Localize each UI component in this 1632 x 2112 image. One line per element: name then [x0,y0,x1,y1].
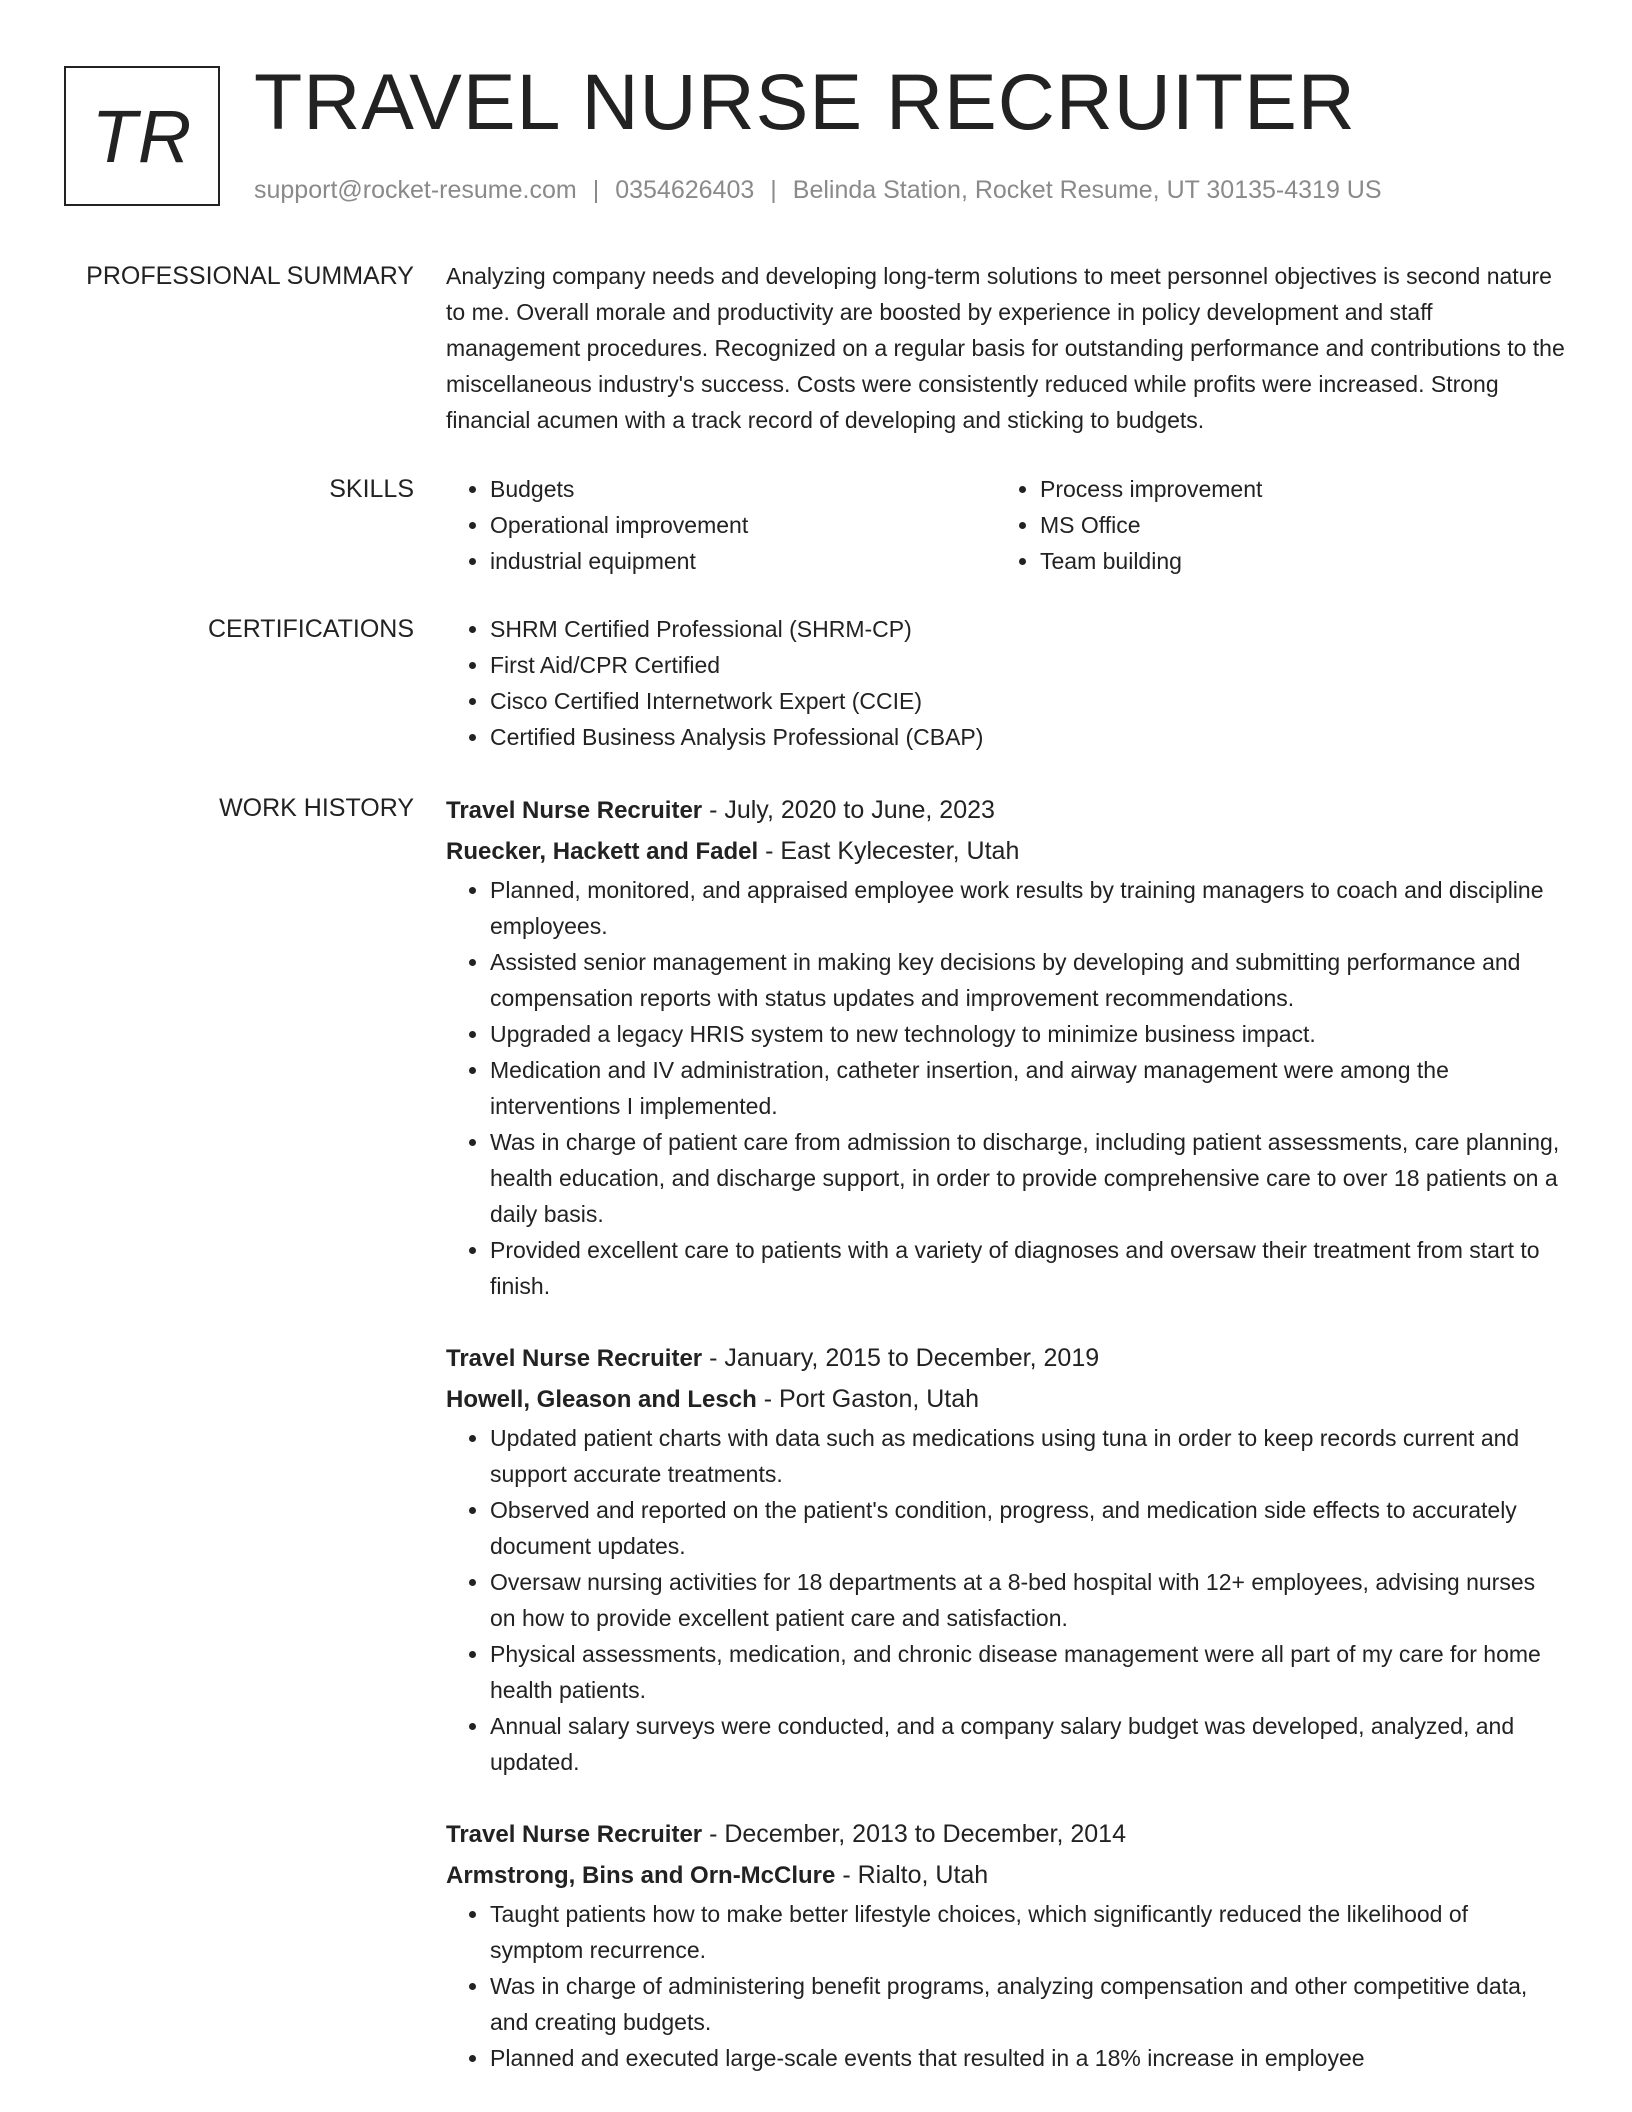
summary-body [446,258,1566,438]
job-bullet: • Planned, monitored, and appraised employee work results by training managers to coach and discipline employees. [490,872,1566,944]
job-bullet: • Was in charge of patient care from admission to discharge, including patient assessments, care planning, health education, and discharge support, in order to provide comprehensive care to over 18 patients on a daily basis. [490,1124,1566,1232]
skill-item: • Process improvement [1040,471,1546,507]
job-company: Howell, Gleason and Lesch [446,1386,757,1413]
contact-separator: | [592,176,600,204]
contact-address: Belinda Station, Rocket Resume, UT 30135-4319 US [792,176,1382,204]
certification-item: • First Aid/CPR Certified [490,647,1566,683]
skill-item: • Budgets [490,471,996,507]
monogram-logo: TR [64,66,220,206]
job-bullet: • Medication and IV administration, catheter insertion, and airway management were among the interventions I implemented. [490,1052,1566,1124]
job-location: - Port Gaston, Utah [756,1385,980,1413]
skill-item: • Operational improvement [490,507,996,543]
job-company: Armstrong, Bins and Orn-McClure [446,1862,836,1889]
contact-email[interactable]: support@rocket-resume.com [254,176,577,204]
job-company-line [446,831,1566,872]
job-bullet: • Assisted senior management in making key decisions by developing and submitting performance and compensation reports with status updates and improvement recommendations. [490,944,1566,1016]
section-label-certifications: CERTIFICATIONS [207,615,414,643]
job-bullet: • Taught patients how to make better lifestyle choices, which significantly reduced the likelihood of symptom recurrence. [490,1896,1566,1968]
job-title: Travel Nurse Recruiter [446,1821,703,1848]
section-label-work-history: WORK HISTORY [219,794,414,822]
job-bullet: • Oversaw nursing activities for 18 departments at a 8-bed hospital with 12+ employees, advising nurses on how to provide excellent patient care and satisfaction. [490,1564,1566,1636]
skills-grid [446,471,1546,579]
summary-text: Analyzing company needs and developing long-term solutions to meet personnel objectives is second nature to me. Overall morale and productivity are boosted by experience in policy development and staff management procedures. Recognized on a regular basis for outstanding performance and contributions to the miscellaneous industry's success. Costs were consistently reduced while profits were increased. Strong financial acumen with a track record of developing and sticking to budgets. [446,263,1565,433]
job-title-line [446,1814,1566,1855]
job-company-line [446,1379,1566,1420]
job-entry [446,1814,1566,2076]
job-entry [446,790,1566,1304]
contact-phone[interactable]: 0354626403 [615,176,755,204]
contact-line [254,174,1382,206]
certification-item: • Cisco Certified Internetwork Expert (CCIE) [490,683,1566,719]
job-bullet: • Planned and executed large-scale events that resulted in a 18% increase in employee [490,2040,1566,2076]
skill-item: • Team building [1040,543,1546,579]
job-dates: - December, 2013 to December, 2014 [702,1820,1126,1848]
skills-list-right [996,471,1546,579]
job-bullet: • Observed and reported on the patient's condition, progress, and medication side effects to accurately document updates. [490,1492,1566,1564]
job-company: Ruecker, Hackett and Fadel [446,838,759,865]
job-title: Travel Nurse Recruiter [446,1345,703,1372]
job-bullet: • Was in charge of administering benefit programs, analyzing compensation and other competitive data, and creating budgets. [490,1968,1566,2040]
job-bullet-list [446,872,1566,1304]
job-dates: - July, 2020 to June, 2023 [702,796,995,824]
job-bullet: • Updated patient charts with data such as medications using tuna in order to keep records current and support accurate treatments. [490,1420,1566,1492]
job-title-line [446,790,1566,831]
job-bullet: • Upgraded a legacy HRIS system to new technology to minimize business impact. [490,1016,1566,1052]
page-title: TRAVEL NURSE RECRUITER [254,57,1356,146]
certifications-list [446,611,1566,755]
certification-item: • SHRM Certified Professional (SHRM-CP) [490,611,1566,647]
skill-item: • MS Office [1040,507,1546,543]
job-title: Travel Nurse Recruiter [446,797,703,824]
job-dates: - January, 2015 to December, 2019 [702,1344,1100,1372]
contact-separator: | [770,176,777,204]
job-bullet: • Annual salary surveys were conducted, and a company salary budget was developed, analyzed, and updated. [490,1708,1566,1780]
skill-item: • industrial equipment [490,543,996,579]
job-bullet-list [446,1896,1566,2076]
job-company-line [446,1855,1566,1896]
section-label-skills: SKILLS [329,475,414,503]
job-title-line [446,1338,1566,1379]
certification-item: • Certified Business Analysis Professional (CBAP) [490,719,1566,755]
skills-body [446,471,1566,579]
job-bullet-list [446,1420,1566,1780]
certifications-body [446,611,1566,755]
job-bullet: • Provided excellent care to patients with a variety of diagnoses and oversaw their treatment from start to finish. [490,1232,1566,1304]
job-entry [446,1338,1566,1780]
job-bullet: • Physical assessments, medication, and chronic disease management were all part of my care for home health patients. [490,1636,1566,1708]
job-location: - Rialto, Utah [835,1861,989,1889]
skills-list-left [446,471,996,579]
section-label-summary: PROFESSIONAL SUMMARY [86,262,414,290]
work-history-body [446,790,1566,2076]
job-location: - East Kylecester, Utah [758,837,1020,865]
